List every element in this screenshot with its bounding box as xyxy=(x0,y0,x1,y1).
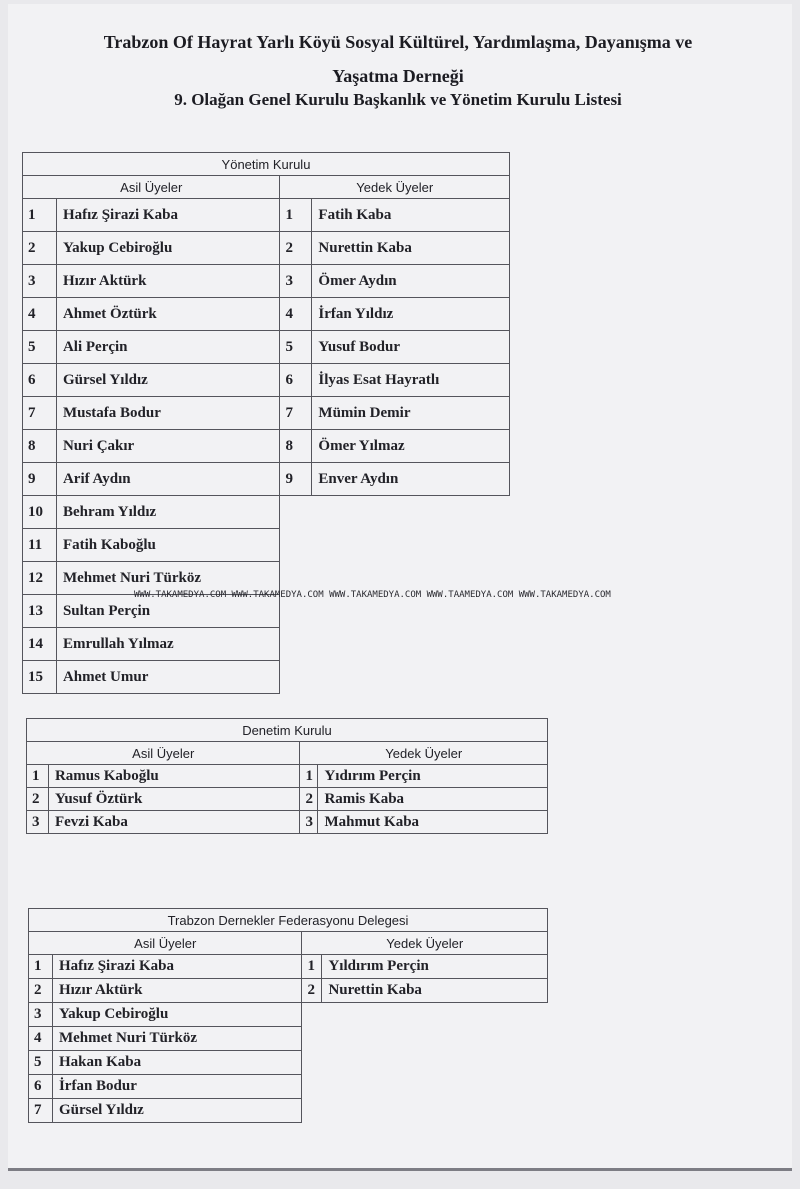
denetim-kurulu-table xyxy=(26,718,548,834)
document-title: Trabzon Of Hayrat Yarlı Köyü Sosyal Kültürel, Yardımlaşma, Dayanışma ve xyxy=(103,32,693,52)
table-title-row xyxy=(27,719,548,742)
yedek-name: Enver Aydın xyxy=(312,463,510,496)
asil-number: 6 xyxy=(23,364,57,397)
asil-name: Emrullah Yılmaz xyxy=(56,628,280,661)
table-row xyxy=(23,529,510,562)
asil-name: Hafız Şirazi Kaba xyxy=(56,199,280,232)
asil-number: 3 xyxy=(23,265,57,298)
asil-number: 5 xyxy=(23,331,57,364)
empty-cell xyxy=(280,496,510,529)
asil-name: Ali Perçin xyxy=(56,331,280,364)
table-row xyxy=(29,1075,548,1099)
asil-number: 3 xyxy=(27,811,49,834)
yedek-name: Ömer Yılmaz xyxy=(312,430,510,463)
table-row xyxy=(23,265,510,298)
table-row xyxy=(29,955,548,979)
asil-name: Arif Aydın xyxy=(56,463,280,496)
yedek-uyeler-header: Yedek Üyeler xyxy=(300,742,548,765)
asil-name: Ahmet Öztürk xyxy=(56,298,280,331)
yedek-number: 3 xyxy=(280,265,312,298)
yedek-name: Yıdırım Perçin xyxy=(318,765,548,788)
asil-name: Mehmet Nuri Türköz xyxy=(52,1027,302,1051)
asil-number: 13 xyxy=(23,595,57,628)
yedek-name: Mümin Demir xyxy=(312,397,510,430)
table-row xyxy=(23,430,510,463)
asil-name: Yakup Cebiroğlu xyxy=(52,1003,302,1027)
yedek-number: 2 xyxy=(302,979,322,1003)
table-row xyxy=(23,364,510,397)
yonetim-kurulu-table xyxy=(22,152,510,694)
table-row xyxy=(23,199,510,232)
asil-number: 1 xyxy=(23,199,57,232)
yedek-number: 6 xyxy=(280,364,312,397)
table-row xyxy=(23,397,510,430)
asil-name: Nuri Çakır xyxy=(56,430,280,463)
asil-name: Gürsel Yıldız xyxy=(52,1099,302,1123)
empty-cell xyxy=(302,1051,548,1075)
table-row xyxy=(29,1003,548,1027)
asil-name: Yusuf Öztürk xyxy=(48,788,299,811)
asil-name: Hızır Aktürk xyxy=(52,979,302,1003)
table-row xyxy=(29,1099,548,1123)
asil-number: 11 xyxy=(23,529,57,562)
asil-name: Hafız Şirazi Kaba xyxy=(52,955,302,979)
table-title: Trabzon Dernekler Federasyonu Delegesi xyxy=(29,909,548,932)
yedek-number: 4 xyxy=(280,298,312,331)
table-row xyxy=(23,628,510,661)
asil-number: 2 xyxy=(29,979,53,1003)
yedek-name: Mahmut Kaba xyxy=(318,811,548,834)
asil-name: Fevzi Kaba xyxy=(48,811,299,834)
asil-number: 6 xyxy=(29,1075,53,1099)
table-title-row xyxy=(29,909,548,932)
table-row xyxy=(23,463,510,496)
table-title: Yönetim Kurulu xyxy=(23,153,510,176)
asil-number: 4 xyxy=(23,298,57,331)
empty-cell xyxy=(302,1027,548,1051)
table-row xyxy=(29,1051,548,1075)
table-row xyxy=(23,661,510,694)
asil-name: Sultan Perçin xyxy=(56,595,280,628)
asil-name: Ramus Kaboğlu xyxy=(48,765,299,788)
empty-cell xyxy=(280,529,510,562)
table-row xyxy=(27,811,548,834)
yedek-number: 3 xyxy=(300,811,318,834)
empty-cell xyxy=(302,1075,548,1099)
yedek-number: 7 xyxy=(280,397,312,430)
table-header-row xyxy=(29,932,548,955)
yedek-name: İrfan Yıldız xyxy=(312,298,510,331)
yedek-number: 8 xyxy=(280,430,312,463)
asil-name: Mehmet Nuri Türköz xyxy=(56,562,280,595)
yedek-number: 9 xyxy=(280,463,312,496)
document-title-line2: Yaşatma Derneği xyxy=(332,66,464,86)
table-row xyxy=(27,765,548,788)
table-header-row xyxy=(27,742,548,765)
yedek-name: Nurettin Kaba xyxy=(312,232,510,265)
asil-number: 9 xyxy=(23,463,57,496)
empty-cell xyxy=(302,1003,548,1027)
yedek-name: Yıldırım Perçin xyxy=(322,955,548,979)
yedek-uyeler-header: Yedek Üyeler xyxy=(302,932,548,955)
asil-name: Mustafa Bodur xyxy=(56,397,280,430)
federasyon-delegesi-table xyxy=(28,908,548,1123)
asil-number: 4 xyxy=(29,1027,53,1051)
asil-number: 10 xyxy=(23,496,57,529)
yedek-name: Ömer Aydın xyxy=(312,265,510,298)
asil-number: 14 xyxy=(23,628,57,661)
asil-number: 3 xyxy=(29,1003,53,1027)
yedek-name: İlyas Esat Hayratlı xyxy=(312,364,510,397)
asil-name: Gürsel Yıldız xyxy=(56,364,280,397)
asil-name: Behram Yıldız xyxy=(56,496,280,529)
asil-number: 2 xyxy=(27,788,49,811)
yedek-number: 1 xyxy=(302,955,322,979)
watermark: WWW.TAKAMEDYA.COM WWW.TAKAMEDYA.COM WWW.TAKAMEDYA.COM WWW.TAAMEDYA.COM WWW.TAKAMEDYA.COM xyxy=(134,590,611,600)
document-subtitle: 9. Olağan Genel Kurulu Başkanlık ve Yönetim Kurulu Listesi xyxy=(174,90,622,109)
asil-name: İrfan Bodur xyxy=(52,1075,302,1099)
asil-number: 2 xyxy=(23,232,57,265)
table-row xyxy=(29,979,548,1003)
empty-cell xyxy=(280,628,510,661)
table-header-row xyxy=(23,176,510,199)
table-row xyxy=(23,298,510,331)
table-row xyxy=(29,1027,548,1051)
yedek-number: 5 xyxy=(280,331,312,364)
asil-number: 12 xyxy=(23,562,57,595)
asil-number: 1 xyxy=(29,955,53,979)
asil-number: 7 xyxy=(29,1099,53,1123)
yedek-name: Ramis Kaba xyxy=(318,788,548,811)
yedek-name: Fatih Kaba xyxy=(312,199,510,232)
yedek-number: 2 xyxy=(280,232,312,265)
yedek-name: Nurettin Kaba xyxy=(322,979,548,1003)
table-row xyxy=(23,496,510,529)
asil-name: Fatih Kaboğlu xyxy=(56,529,280,562)
yedek-name: Yusuf Bodur xyxy=(312,331,510,364)
asil-uyeler-header: Asil Üyeler xyxy=(23,176,280,199)
table-title-row xyxy=(23,153,510,176)
asil-name: Ahmet Umur xyxy=(56,661,280,694)
asil-name: Hakan Kaba xyxy=(52,1051,302,1075)
asil-uyeler-header: Asil Üyeler xyxy=(27,742,300,765)
asil-number: 8 xyxy=(23,430,57,463)
yedek-number: 1 xyxy=(280,199,312,232)
asil-number: 15 xyxy=(23,661,57,694)
empty-cell xyxy=(302,1099,548,1123)
asil-uyeler-header: Asil Üyeler xyxy=(29,932,302,955)
empty-cell xyxy=(280,661,510,694)
table-row xyxy=(23,232,510,265)
asil-name: Yakup Cebiroğlu xyxy=(56,232,280,265)
table-row xyxy=(27,788,548,811)
asil-number: 1 xyxy=(27,765,49,788)
table-row xyxy=(23,331,510,364)
asil-number: 5 xyxy=(29,1051,53,1075)
table-title: Denetim Kurulu xyxy=(27,719,548,742)
yedek-uyeler-header: Yedek Üyeler xyxy=(280,176,510,199)
asil-name: Hızır Aktürk xyxy=(56,265,280,298)
yedek-number: 2 xyxy=(300,788,318,811)
asil-number: 7 xyxy=(23,397,57,430)
yedek-number: 1 xyxy=(300,765,318,788)
